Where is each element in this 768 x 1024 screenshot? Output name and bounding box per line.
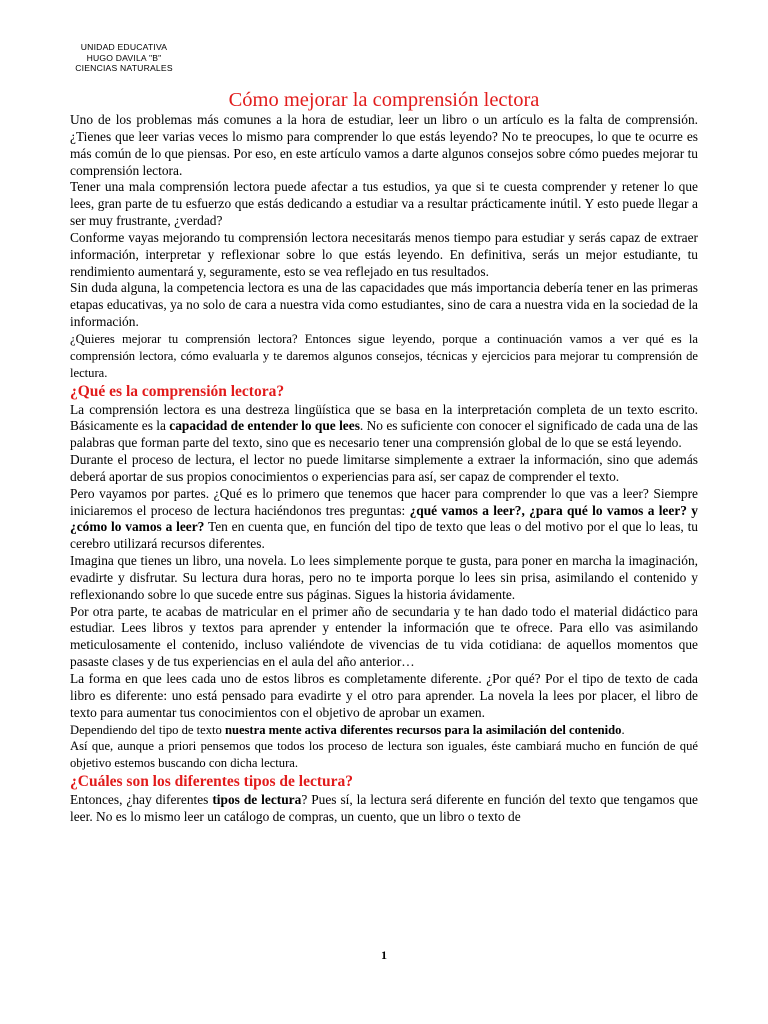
section1-paragraph-8: Así que, aunque a priori pensemos que todos los proceso de lectura son iguales, éste cambiará mucho en función de qué objetivo estemos buscando con dicha lectura. [70, 739, 698, 771]
section2-paragraph-1 [70, 792, 698, 826]
page-number: 1 [381, 948, 387, 962]
section1-paragraph-5: Por otra parte, te acabas de matricular en el primer año de secundaria y te han dado todo el material didáctico para estudiar. Lees libros y textos para aprender y entender la información que te ofrece. Para ello vas asimilando meticulosamente el contenido, incluso valiéndote de vivencias de tu vida cotidiana: de aquellos momentos que pasaste clases y de tus experiencias en el aula del año anterior… [70, 603, 698, 670]
text-run: . [621, 722, 625, 737]
intro-paragraph-4: Sin duda alguna, la competencia lectora es una de las capacidades que más importancia debería tener en las primeras etapas educativas, ya no solo de cara a nuestra vida como estudiantes, sino de cara a nuestra vida en la sociedad de la información. [70, 280, 698, 330]
text-run: Pero vayamos por partes. ¿Qué es lo primero que tenemos que hacer para comprender lo que vas a leer? Siempre iniciaremos el proceso de lectura haciéndonos tres preguntas: [70, 485, 698, 518]
intro-paragraph-3: Conforme vayas mejorando tu comprensión lectora necesitarás menos tiempo para estudiar y serás capaz de extraer información, interpretar y reflexionar sobre lo que estás leyendo. En definitiva, serás un mejor estudiante, tu rendimiento aumentará y, seguramente, esto se vea reflejado en tus resultados. [70, 229, 698, 279]
bold-text-run: tipos de lectura [212, 792, 302, 808]
section1-paragraph-6: La forma en que lees cada uno de estos libros es completamente diferente. ¿Por qué? Por el tipo de texto de cada libro es diferente: uno está pensado para evadirte y el otro para aprender. La novela la lees por placer, el libro de texto para aumentar tus conocimientos con el objetivo de aprobar un examen. [70, 671, 698, 720]
bold-text-run: nuestra mente activa diferentes recursos para la asimilación del contenido [224, 722, 622, 737]
intro-paragraph-1: Uno de los problemas más comunes a la hora de estudiar, leer un libro o un artículo es la falta de comprensión. ¿Tienes que leer varias veces lo mismo para comprender lo que estás leyendo? No te preocupes, lo que te ocurre es más común de lo que piensas. Por eso, en este artículo vamos a darte algunos consejos sobre cómo puedes mejorar tu comprensión lectora. [70, 112, 698, 178]
bold-text-run: ¿qué vamos a leer?, ¿para qué lo vamos a leer? y ¿cómo lo vamos a leer? [70, 502, 698, 535]
school-header [68, 42, 180, 74]
intro-paragraph-2: Tener una mala comprensión lectora puede afectar a tus estudios, ya que si te cuesta comprender y retener lo que lees, gran parte de tu esfuerzo que estás dedicando a estudiar va a resultar prácticamente inútil. Y esto puede llegar a ser muy frustrante, ¿verdad? [70, 179, 698, 229]
text-run: . No es suficiente con conocer el significado de cada una de las palabras que forman parte del texto, sino que es necesario tener una comprensión global de lo que se está leyendo. [70, 418, 698, 451]
section1-paragraph-1 [70, 402, 698, 453]
section1-paragraph-3 [70, 486, 698, 553]
text-run: ? Pues sí, la lectura será diferente en función del texto que tengamos que leer. No es lo mismo leer un catálogo de compras, un cuento, que un libro o texto de [70, 792, 698, 824]
document-body [70, 112, 698, 826]
section1-paragraph-2: Durante el proceso de lectura, el lector no puede limitarse simplemente a extraer la información, sino que además deberá aportar de sus propios conocimientos o experiencias para así, ser capaz de comprender el texto. [70, 452, 698, 484]
text-run: Entonces, ¿hay diferentes [70, 792, 213, 808]
section1-paragraph-7 [70, 722, 698, 739]
section-heading-what-is: ¿Qué es la comprensión lectora? [70, 382, 285, 400]
intro-paragraph-5: ¿Quieres mejorar tu comprensión lectora? Entonces sigue leyendo, porque a continuación vamos a ver qué es la comprensión lectora, cómo evaluarla y te daremos algunos consejos, técnicas y ejercicios para mejorar tu comprensión de lectura. [70, 331, 698, 380]
text-run: Ten en cuenta que, en función del tipo de texto que leas o del motivo por el que lo leas, tu cerebro utilizará recursos diferentes. [70, 519, 699, 552]
header-line-name: HUGO DAVILA "B" [86, 52, 162, 63]
document-title: Cómo mejorar la comprensión lectora [228, 89, 540, 111]
header-line-subject: CIENCIAS NATURALES [75, 63, 173, 73]
bold-text-run: capacidad de entender lo que lees [169, 418, 360, 434]
section1-paragraph-4: Imagina que tienes un libro, una novela. Lo lees simplemente porque te gusta, para poner en marcha la imaginación, evadirte y disfrutar. Su lectura dura horas, pero no te importa porque lo lees sin prisa, asimilando el contenido y reflexionando sobre lo que sucede entre sus páginas. Sigues la historia ávidamente. [70, 553, 698, 602]
text-run: Dependiendo del tipo de texto [70, 722, 225, 737]
header-line-school: UNIDAD EDUCATIVA [80, 42, 168, 52]
section-heading-reading-types: ¿Cuáles son los diferentes tipos de lectura? [70, 773, 354, 791]
text-run: La comprensión lectora es una destreza lingüística que se basa en la interpretación completa de un texto escrito. Básicamente es la [70, 401, 698, 434]
